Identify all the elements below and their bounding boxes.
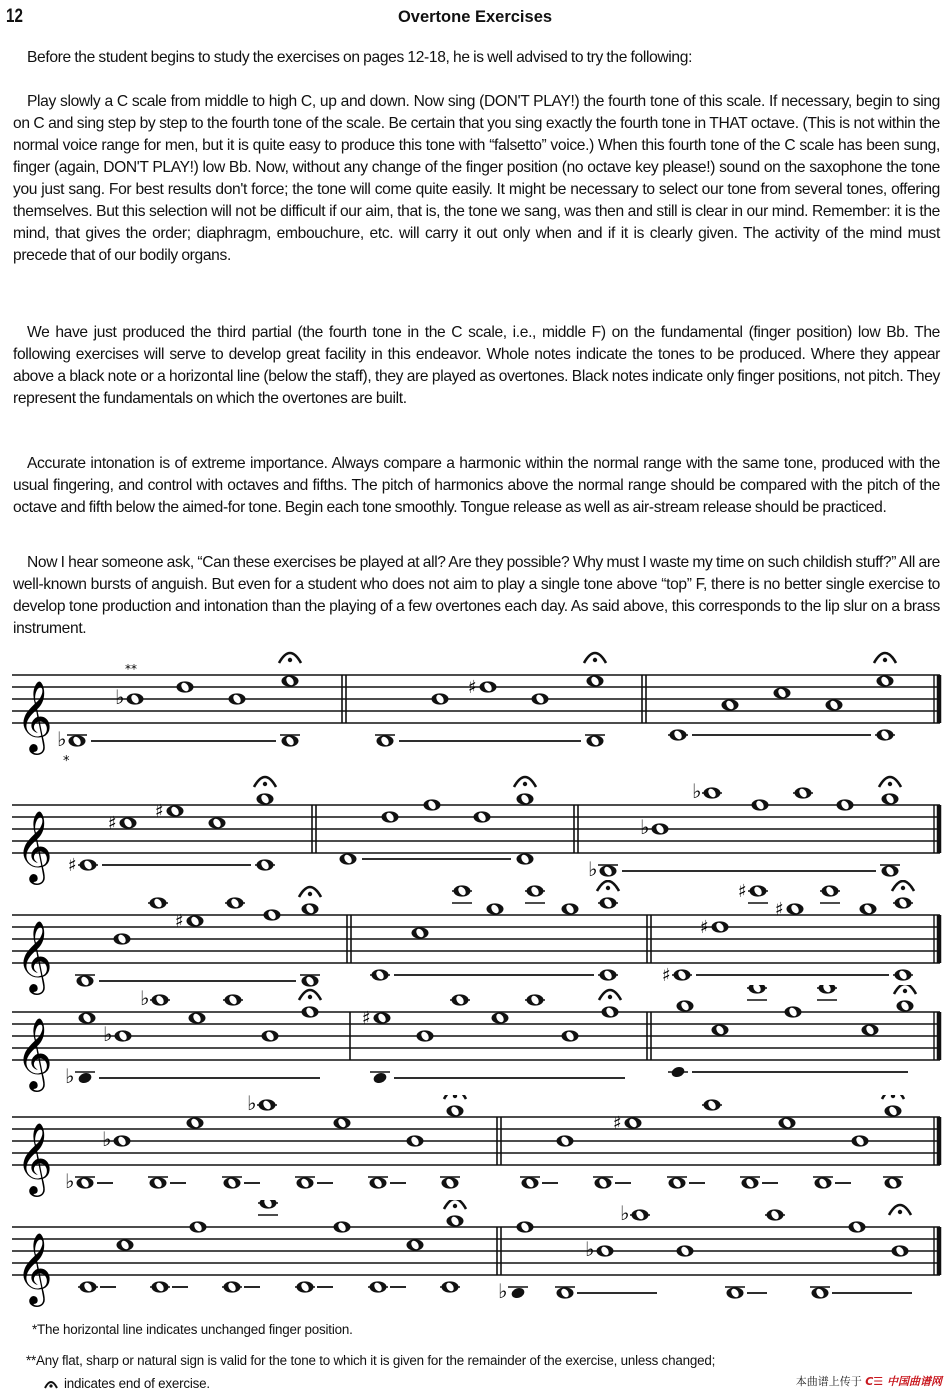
whole-note <box>189 1012 206 1023</box>
exercise-measure-2 <box>370 881 651 981</box>
whole-note <box>813 1177 833 1189</box>
sharp-sign-icon: ♯ <box>700 917 709 938</box>
flat-sign-icon: ♭ <box>247 1095 257 1115</box>
fermata-icon <box>874 653 896 663</box>
staff-system-6 <box>0 1200 950 1330</box>
whole-note <box>748 885 768 903</box>
whole-note <box>374 1012 391 1023</box>
exercise-measure-1 <box>78 1200 501 1293</box>
watermark <box>796 1373 942 1389</box>
whole-note <box>167 805 184 816</box>
whole-note <box>820 885 840 903</box>
whole-note <box>114 933 131 944</box>
whole-note <box>424 799 441 810</box>
flat-sign-icon: ♭ <box>115 685 125 709</box>
flat-sign-icon: ♭ <box>620 1201 630 1225</box>
flat-sign-icon: ♭ <box>57 727 67 751</box>
paragraph-4: Now I hear someone ask, “Can these exercises be played at all? Are they possible? Why must I waste my time on such childish stuff?” All are well-known bursts of anguish. But even for a student who does not aim to play a single tone above “top” F, there is no better single exercise to develop tone production and intonation than the playing of a few overtones each day. As said above, this corresponds to the lip slur on a brass instrument. <box>13 554 940 637</box>
whole-note <box>78 1281 98 1292</box>
whole-note <box>474 811 491 822</box>
footnote-fermata <box>44 1376 210 1391</box>
sharp-sign-icon: ♯ <box>155 801 164 822</box>
whole-note <box>787 903 804 914</box>
whole-note <box>75 1177 95 1189</box>
whole-note <box>892 1245 909 1256</box>
whole-note <box>672 969 692 980</box>
fermata-icon <box>879 777 901 787</box>
whole-note <box>598 897 618 908</box>
whole-note <box>150 1281 170 1292</box>
flat-sign-icon: ♭ <box>498 1279 508 1303</box>
whole-note <box>368 1177 388 1189</box>
whole-note <box>255 859 275 870</box>
paragraph-3: Accurate intonation is of extreme importance. Always compare a harmonic within the normal range with the same tone, produced with the usual fingering, and control with octaves and fifths. The pitch of harmonics above the normal range should be compared with the pitch of the octave and fifth below the aimed-for tone. Begin each tone smoothly. Tongue release as well as air-stream release should be practiced. <box>13 455 940 516</box>
whole-note <box>520 1177 540 1189</box>
whole-note <box>340 853 357 864</box>
fermata-icon <box>279 653 301 663</box>
whole-note <box>725 1287 745 1299</box>
whole-note <box>765 1209 785 1220</box>
watermark-brand: C☰ 中国曲谱网 <box>865 1375 942 1388</box>
whole-note <box>893 897 913 908</box>
whole-note <box>115 1030 132 1041</box>
whole-note <box>677 1000 694 1011</box>
whole-note <box>302 1006 319 1017</box>
whole-note <box>877 675 894 686</box>
whole-note <box>117 1239 134 1250</box>
whole-note <box>597 1245 614 1256</box>
whole-note <box>417 1030 434 1041</box>
whole-note <box>407 1239 424 1250</box>
whole-note <box>295 1177 315 1189</box>
whole-note <box>412 927 429 938</box>
whole-note <box>480 681 497 692</box>
whole-note <box>883 1177 903 1189</box>
black-note <box>75 1071 95 1084</box>
whole-note <box>148 897 168 908</box>
exercise-measure-1 <box>65 1095 501 1193</box>
sharp-sign-icon: ♯ <box>775 899 784 920</box>
whole-note <box>712 921 729 932</box>
whole-note <box>525 994 545 1005</box>
flat-sign-icon: ♭ <box>692 779 702 803</box>
whole-note <box>295 1281 315 1292</box>
whole-note <box>702 1099 722 1110</box>
paragraph-1: Play slowly a C scale from middle to high C, up and down. Now sing (DON'T PLAY!) the fourth tone of this scale. If necessary, begin to sing on C and sing step by step to the fourth tone of the scale. Be certain that you sing exactly the fourth tone in THAT octave. (This is not within the normal voice range for men, but it is quite easy to produce this tone with “falsetto” voice.) When this fourth tone of the C scale has been sung, finger (again, DON'T PLAY!) low Bb. Now, without any change of the finger position (no octave key please!) sound on the saxophone the tone you just sang. For best results don't force; the tone will come quite easily. It might be necessary to select our tone from several tones, offering themselves. But this selection will not be difficult if our aim, that is, the tone we sang, was then and still is clear in our mind. Remember: it is the mind, that gives the order; diaphragm, embouchure, etc. will carry it out only when and if it is clearly given. The activity of the mind must precede that of our bodily organs. <box>13 93 940 264</box>
whole-note <box>602 1006 619 1017</box>
fermata-icon <box>44 1379 58 1389</box>
whole-note <box>630 1209 650 1220</box>
sharp-sign-icon: ♯ <box>108 813 117 834</box>
footnote-single-star: *The horizontal line indicates unchanged finger position. <box>32 1322 353 1337</box>
flat-sign-icon: ♭ <box>640 815 650 839</box>
whole-note <box>258 1200 278 1215</box>
whole-note <box>849 1221 866 1232</box>
sharp-sign-icon: ♯ <box>175 911 184 932</box>
whole-note <box>517 1221 534 1232</box>
whole-note <box>779 1117 796 1128</box>
whole-note <box>187 1117 204 1128</box>
flat-sign-icon: ♭ <box>103 1022 113 1046</box>
exercise-measure-3 <box>662 881 939 986</box>
exercise-measure-2 <box>362 990 651 1085</box>
exercise-measure-3 <box>668 653 939 741</box>
whole-note <box>555 1287 575 1299</box>
whole-note <box>432 693 449 704</box>
whole-note <box>257 793 274 804</box>
sharp-sign-icon: ♯ <box>468 677 477 698</box>
whole-note <box>557 1135 574 1146</box>
whole-note <box>78 859 98 870</box>
treble-clef-icon: 𝄞 <box>16 1016 53 1089</box>
whole-note <box>862 1024 879 1035</box>
exercise-measure-2 <box>498 1201 939 1303</box>
whole-note <box>517 793 534 804</box>
whole-note <box>817 985 837 1000</box>
exercise-measure-1 <box>75 887 351 987</box>
flat-sign-icon: ♭ <box>585 1237 595 1261</box>
whole-note <box>587 675 604 686</box>
exercise-measure-2 <box>340 777 579 865</box>
flat-sign-icon: ♭ <box>65 1064 75 1088</box>
fermata-icon <box>299 990 321 1000</box>
whole-note <box>282 675 299 686</box>
black-note <box>508 1286 528 1299</box>
whole-note <box>722 699 739 710</box>
whole-note <box>302 903 319 914</box>
fermata-icon <box>599 990 621 1000</box>
whole-note <box>334 1221 351 1232</box>
fermata-icon <box>254 777 276 787</box>
flat-sign-icon: ♭ <box>588 857 598 881</box>
whole-note <box>677 1245 694 1256</box>
treble-clef-icon: 𝄞 <box>16 809 53 882</box>
whole-note <box>280 735 300 747</box>
whole-note <box>880 865 900 877</box>
whole-note <box>375 735 395 747</box>
whole-note <box>190 1221 207 1232</box>
whole-note <box>187 915 204 926</box>
whole-note <box>517 853 534 864</box>
whole-note <box>120 817 137 828</box>
whole-note <box>882 793 899 804</box>
whole-note <box>593 1177 613 1189</box>
whole-note <box>826 699 843 710</box>
footnote-star-marker: * <box>63 754 70 769</box>
music-exercises <box>0 640 950 1310</box>
treble-clef-icon: 𝄞 <box>16 1231 53 1304</box>
whole-note <box>407 1135 424 1146</box>
whole-note <box>67 735 87 747</box>
whole-note <box>79 1012 96 1023</box>
whole-note <box>447 1215 464 1226</box>
whole-note <box>740 1177 760 1189</box>
flat-sign-icon: ♭ <box>102 1127 112 1151</box>
whole-note <box>222 1177 242 1189</box>
fermata-icon <box>889 1205 911 1215</box>
whole-note <box>229 693 246 704</box>
whole-note <box>885 1105 902 1116</box>
flat-sign-icon: ♭ <box>65 1169 75 1193</box>
watermark-prefix: 本曲谱上传于 <box>795 1375 862 1388</box>
whole-note <box>785 1006 802 1017</box>
sharp-sign-icon: ♯ <box>68 855 77 876</box>
whole-note <box>810 1287 830 1299</box>
whole-note <box>793 787 813 798</box>
black-note <box>668 1065 688 1078</box>
whole-note <box>712 1024 729 1035</box>
fermata-icon <box>444 1095 466 1099</box>
whole-note <box>370 969 390 980</box>
whole-note <box>440 1177 460 1189</box>
whole-note <box>492 1012 509 1023</box>
whole-note <box>148 1177 168 1189</box>
whole-note <box>837 799 854 810</box>
whole-note <box>177 681 194 692</box>
whole-note <box>440 1281 460 1292</box>
sharp-sign-icon: ♯ <box>738 881 747 902</box>
whole-note <box>893 969 913 980</box>
page-title: Overtone Exercises <box>397 8 553 26</box>
whole-note <box>702 787 722 798</box>
exercise-measure-2 <box>520 1095 939 1189</box>
whole-note <box>525 885 545 903</box>
whole-note <box>452 885 472 903</box>
intro-paragraph: Before the student begins to study the exercises on pages 12-18, he is well advised to try the following: <box>27 49 693 66</box>
page-number: 12 <box>6 6 23 27</box>
whole-note <box>752 799 769 810</box>
whole-note <box>382 811 399 822</box>
whole-note <box>262 1030 279 1041</box>
sharp-sign-icon: ♯ <box>613 1113 622 1134</box>
whole-note <box>585 735 605 747</box>
whole-note <box>562 903 579 914</box>
exercise-measure-1 <box>68 777 316 876</box>
whole-note <box>257 1099 277 1110</box>
fermata-icon <box>882 1095 904 1099</box>
whole-note <box>652 823 669 834</box>
whole-note <box>368 1281 388 1292</box>
whole-note <box>334 1117 351 1128</box>
fermata-icon <box>894 985 916 994</box>
whole-note <box>625 1117 642 1128</box>
fermata-icon <box>299 887 321 897</box>
whole-note <box>562 1030 579 1041</box>
whole-note <box>747 985 767 1000</box>
exercise-measure-2 <box>375 653 646 747</box>
whole-note <box>668 729 688 740</box>
paragraph-2: We have just produced the third partial (the fourth tone in the C scale, i.e., middle F) on the fundamental (finger position) low Bb. The following exercises will serve to develop great facility in this endeavor. Whole notes indicate the tones to be produced. Where they appear above a black note or a horizontal line (below the staff), they are played as overtones. Black notes indicate only finger positions, not pitch. They represent the fundamentals on which the overtones are built. <box>13 324 940 407</box>
footnote-double-star-marker: ** <box>125 662 137 676</box>
treble-clef-icon: 𝄞 <box>16 919 53 992</box>
whole-note <box>774 687 791 698</box>
whole-note <box>114 1135 131 1146</box>
black-note <box>370 1071 390 1084</box>
whole-note <box>223 994 243 1005</box>
flat-sign-icon: ♭ <box>140 986 150 1010</box>
treble-clef-icon: 𝄞 <box>16 679 53 752</box>
fermata-icon <box>444 1200 466 1209</box>
whole-note <box>225 897 245 908</box>
exercise-measure-3 <box>668 985 939 1079</box>
whole-note <box>487 903 504 914</box>
exercise-measure-1 <box>65 986 350 1088</box>
whole-note <box>598 865 618 877</box>
whole-note <box>209 817 226 828</box>
whole-note <box>875 729 895 740</box>
whole-note <box>532 693 549 704</box>
fermata-icon <box>892 881 914 891</box>
sharp-sign-icon: ♯ <box>662 965 671 986</box>
whole-note <box>897 1000 914 1011</box>
whole-note <box>598 969 618 980</box>
whole-note <box>222 1281 242 1292</box>
fermata-icon <box>597 881 619 891</box>
whole-note <box>667 1177 687 1189</box>
whole-note <box>447 1105 464 1116</box>
fermata-icon <box>584 653 606 663</box>
staff-system-1 <box>0 640 950 770</box>
whole-note <box>127 693 144 704</box>
fermata-icon <box>514 777 536 787</box>
whole-note <box>264 909 281 920</box>
sharp-sign-icon: ♯ <box>362 1008 371 1029</box>
whole-note <box>860 903 877 914</box>
whole-note <box>852 1135 869 1146</box>
whole-note <box>150 994 170 1005</box>
treble-clef-icon: 𝄞 <box>16 1121 53 1194</box>
whole-note <box>450 994 470 1005</box>
footnote-double-star: **Any flat, sharp or natural sign is valid for the tone to which it is given for the remainder of the exercise, unless changed; <box>26 1353 716 1368</box>
footnote-fermata-text: indicates end of exercise. <box>64 1376 210 1391</box>
